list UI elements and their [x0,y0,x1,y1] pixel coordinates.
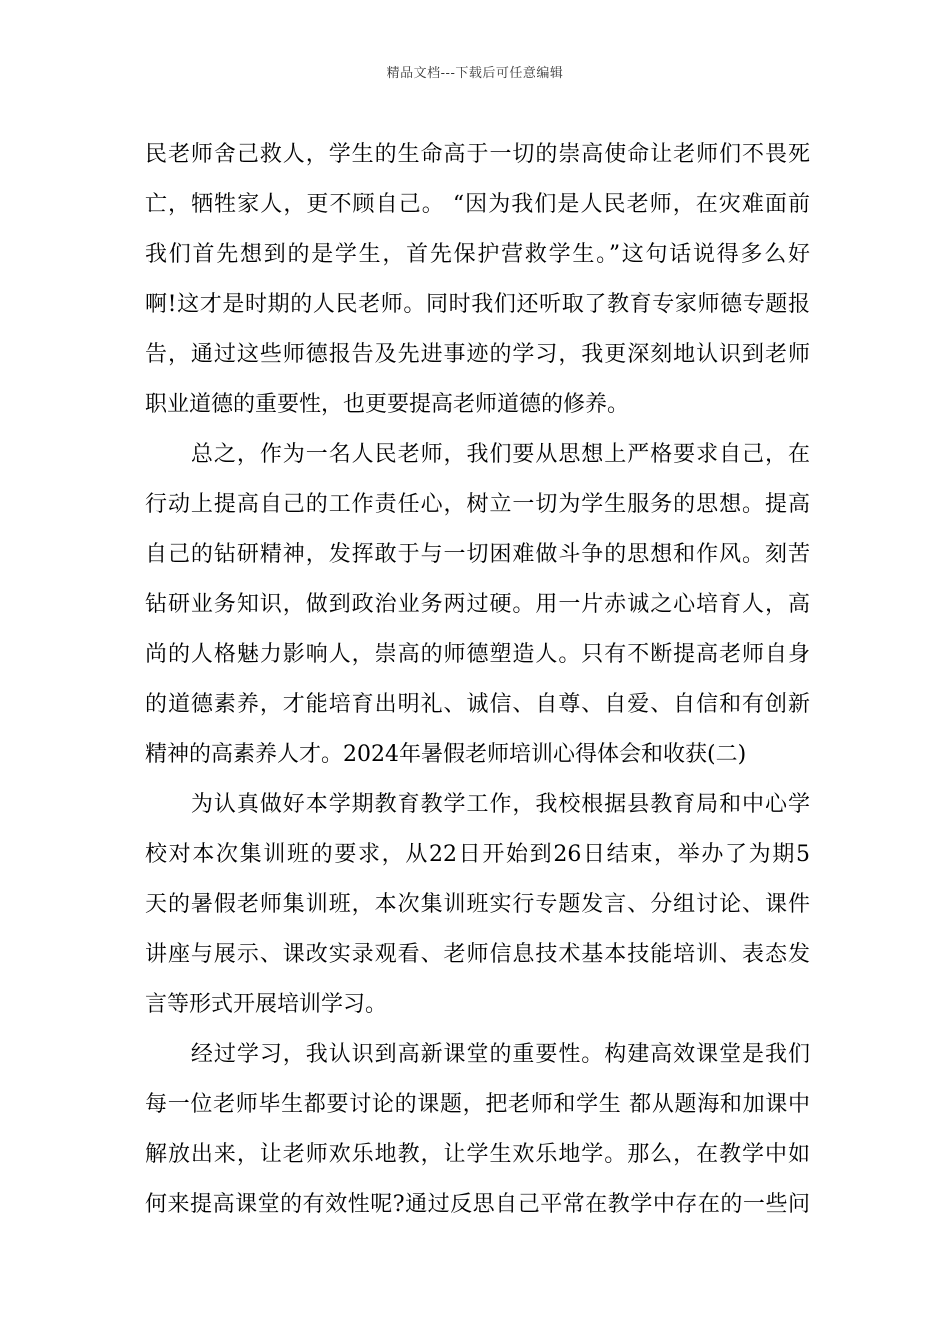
text-line: 的道德素养，才能培育出明礼、诚信、自尊、自爱、自信和有创新 [145,692,810,717]
text-line: 亡，牺牲家人，更不顾自己。 “因为我们是人民老师，在灾难面前 [145,192,810,217]
page-header: 精品文档---下载后可任意编辑 [386,66,564,81]
text-line: 自己的钻研精神，发挥敢于与一切困难做斗争的思想和作风。刻苦 [145,542,810,567]
paragraph-2 [145,430,810,780]
text-line: 每一位老师毕生都要讨论的课题，把老师和学生 都从题海和加课中 [145,1092,810,1117]
paragraph-1 [145,130,810,430]
text-line: 钻研业务知识，做到政治业务两过硬。用一片赤诚之心培育人，高 [145,592,810,617]
text-line: 总之，作为一名人民老师，我们要从思想上严格要求自己，在 [145,442,810,467]
text-line: 精神的高素养人才。2024年暑假老师培训心得体会和收获(二) [145,742,747,767]
paragraph-3 [145,780,810,1030]
paragraph-4 [145,1030,810,1230]
text-line: 民老师舍己救人，学生的生命高于一切的崇高使命让老师们不畏死 [145,142,810,167]
text-line: 经过学习，我认识到高新课堂的重要性。构建高效课堂是我们 [145,1042,810,1067]
text-line: 告，通过这些师德报告及先进事迹的学习，我更深刻地认识到老师 [145,342,810,367]
text-line: 天的暑假老师集训班，本次集训班实行专题发言、分组讨论、课件 [145,892,810,917]
text-line: 职业道德的重要性，也更要提高老师道德的修养。 [145,392,630,417]
text-line: 何来提高课堂的有效性呢?通过反思自己平常在教学中存在的一些问 [145,1192,810,1217]
text-line: 尚的人格魅力影响人，崇高的师德塑造人。只有不断提高老师自身 [145,642,810,667]
text-line: 言等形式开展培训学习。 [145,992,388,1017]
text-line: 我们首先想到的是学生，首先保护营救学生。”这句话说得多么好 [145,242,810,267]
text-line: 校对本次集训班的要求，从22日开始到26日结束，举办了为期5 [145,842,810,867]
text-line: 啊!这才是时期的人民老师。同时我们还听取了教育专家师德专题报 [145,292,810,317]
text-line: 行动上提高自己的工作责任心，树立一切为学生服务的思想。提高 [145,492,810,517]
text-line: 讲座与展示、课改实录观看、老师信息技术基本技能培训、表态发 [145,942,810,967]
text-line: 解放出来，让老师欢乐地教，让学生欢乐地学。那么，在教学中如 [145,1142,810,1167]
text-line: 为认真做好本学期教育教学工作，我校根据县教育局和中心学 [145,792,810,817]
document-body [145,130,810,1230]
